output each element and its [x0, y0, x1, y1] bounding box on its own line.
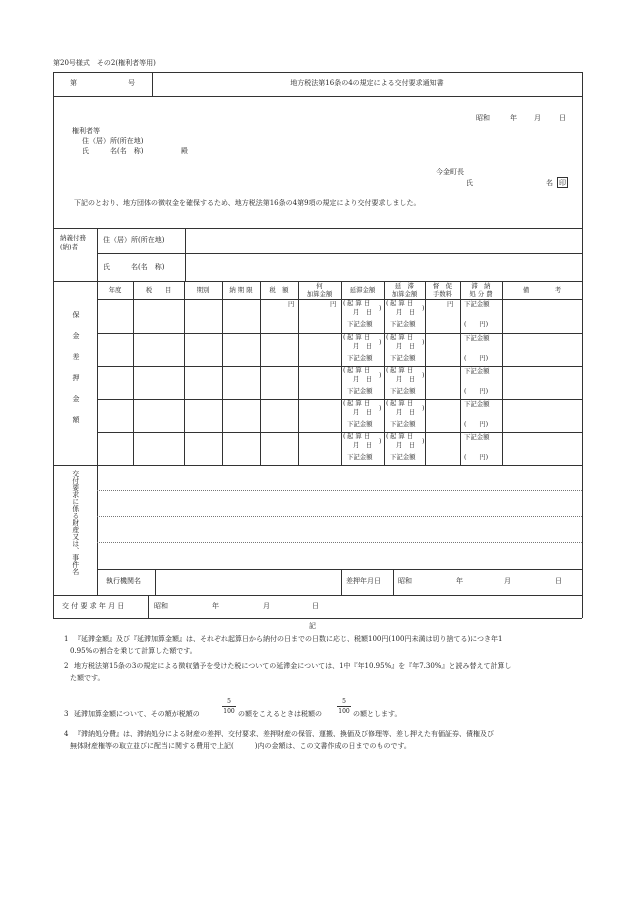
kakin-label: 下記金額: [390, 320, 416, 328]
property-divider: [97, 465, 98, 595]
kisan-label: 起 算 日: [390, 299, 414, 307]
kakin-label: 下記金額: [390, 387, 416, 395]
fraction-2-denominator: 100: [338, 708, 350, 715]
bracket-right: ): [422, 338, 425, 346]
request-era: 昭和: [154, 602, 168, 610]
property-row-3: [97, 542, 582, 543]
request-month: 月: [263, 602, 270, 610]
kakin-label: 下記金額: [347, 420, 373, 428]
frame-top: [53, 72, 582, 73]
note-1-num: 1: [64, 635, 69, 643]
addressee-title: 権利者等: [72, 127, 100, 135]
column-header: 税 目: [145, 286, 172, 294]
note-3-mid: の額をこえるときは税額の: [238, 710, 322, 718]
bracket-right: ): [379, 338, 382, 346]
yen-paren: ( 円): [464, 420, 489, 428]
note-1-line1: 『延滞金額』及び『延滞加算金額』は、それぞれ起算日から納付の日までの日数に応じ、税額100円(100円未満は切り捨てる)につき年1: [74, 635, 503, 643]
column-line: [97, 281, 98, 465]
form-title: 地方税法第16条の4の規定による交付要求通知書: [290, 79, 444, 87]
yen-unit: 円: [447, 300, 454, 308]
intro-text: 下記のとおり、地方団体の徴収金を確保するため、地方税法第16条の4第9項の規定により交付要求しました。: [74, 199, 421, 207]
bracket-left: (: [386, 399, 389, 407]
kisan-month-day: 月 日: [396, 441, 416, 449]
kakin-label: 下記金額: [464, 334, 490, 342]
seizure-day: 日: [555, 577, 562, 585]
fraction-1-numerator: 5: [227, 698, 231, 705]
seal-mark: 印: [559, 179, 566, 187]
column-line: [341, 281, 342, 465]
yen-unit: 円: [288, 300, 295, 308]
amount-side-label: 保 金 差 押 金 額: [72, 311, 87, 424]
kisan-month-day: 月 日: [396, 408, 416, 416]
bracket-right: ): [422, 404, 425, 412]
table-row-line: [97, 399, 582, 400]
kakin-label: 下記金額: [347, 453, 373, 461]
kakin-label: 下記金額: [347, 320, 373, 328]
column-header: 督 促 手数料: [432, 282, 453, 298]
kisan-month-day: 月 日: [396, 342, 416, 350]
issuer-name-label: 氏: [466, 179, 473, 187]
request-year: 年: [212, 602, 219, 610]
note-4-line2: 無体財産権等の取立並びに配当に関する費用で上記( )内の金額は、この文書作成の日までのものです。: [70, 742, 411, 750]
bracket-right: ): [422, 304, 425, 312]
property-row-2: [97, 516, 582, 517]
no-label: 第: [70, 79, 77, 87]
agency-top-line: [97, 569, 582, 570]
note-4-num: 4: [64, 730, 69, 738]
note-3-num: 3: [64, 710, 69, 718]
bracket-left: (: [386, 366, 389, 374]
table-row-line: [97, 366, 582, 367]
kakin-label: 下記金額: [464, 400, 490, 408]
note-2-num: 2: [64, 662, 69, 670]
request-top-line: [53, 595, 582, 596]
table-row-line: [97, 432, 582, 433]
bracket-left: (: [386, 299, 389, 307]
kisan-month-day: 月 日: [353, 408, 373, 416]
taxpayer-address-label: 住（居）所(所在地): [103, 236, 165, 244]
bracket-left: (: [343, 432, 346, 440]
yen-paren: ( 円): [464, 453, 489, 461]
taxpayer-name-label: 氏 名(名 称): [103, 263, 165, 271]
date-year: 年: [510, 114, 517, 122]
bracket-right: ): [379, 304, 382, 312]
kisan-label: 起 算 日: [390, 366, 414, 374]
taxpayer-top-line: [53, 228, 582, 229]
request-day: 日: [312, 602, 319, 610]
taxpayer-mid-line: [97, 253, 582, 254]
kisan-month-day: 月 日: [353, 375, 373, 383]
kisan-month-day: 月 日: [353, 342, 373, 350]
column-header: 納 期 限: [229, 286, 253, 294]
bracket-left: (: [386, 432, 389, 440]
kisan-month-day: 月 日: [353, 441, 373, 449]
kakin-label: 下記金額: [390, 420, 416, 428]
kakin-label: 下記金額: [390, 453, 416, 461]
header-bottom-line: [53, 96, 582, 97]
fraction-2-numerator: 5: [342, 698, 346, 705]
column-header: 延 滞 加算金額: [391, 282, 418, 298]
kisan-label: 起 算 日: [347, 333, 371, 341]
form-id: 第20号様式 その2(権利者等用): [53, 59, 156, 67]
property-top-line: [53, 465, 582, 466]
bracket-left: (: [386, 333, 389, 341]
addressee-address: 住（居）所(所在地): [82, 137, 144, 145]
column-header: 年度: [108, 286, 122, 294]
property-row-1: [97, 490, 582, 491]
addressee-name: 氏 名(名 称): [82, 147, 144, 155]
column-line: [184, 281, 185, 465]
bracket-left: (: [343, 333, 346, 341]
yen-paren: ( 円): [464, 387, 489, 395]
note-3-post: の額とします。: [353, 710, 402, 718]
seizure-divider-2: [393, 569, 394, 595]
note-4-line1: 『滞納処分費』は、滞納処分による財産の差押、交付要求、差押財産の保管、運搬、換価及び修理等、差し押えた有価証券、債権及び: [74, 730, 494, 738]
table-row-line: [97, 333, 582, 334]
yen-unit: 円: [330, 300, 337, 308]
frame-left: [53, 72, 54, 618]
note-1-line2: 0.95%の割合を乗じて計算した額です。: [70, 647, 197, 655]
seizure-year: 年: [456, 577, 463, 585]
kakin-label: 下記金額: [464, 300, 490, 308]
bracket-right: ): [379, 371, 382, 379]
kisan-label: 起 算 日: [347, 399, 371, 407]
column-header: 何 加算金額: [306, 282, 333, 298]
column-line: [260, 281, 261, 465]
frame-right: [582, 72, 583, 618]
kakin-label: 下記金額: [347, 387, 373, 395]
issuer-office: 今金町長: [436, 168, 464, 176]
kisan-month-day: 月 日: [353, 308, 373, 316]
kisan-month-day: 月 日: [396, 308, 416, 316]
yen-paren: ( 円): [464, 320, 489, 328]
bracket-left: (: [343, 299, 346, 307]
column-header: 滞 納 処 分 費: [469, 282, 493, 298]
kakin-label: 下記金額: [464, 367, 490, 375]
request-divider: [148, 595, 149, 618]
table-header-line: [97, 299, 582, 300]
kisan-label: 起 算 日: [347, 366, 371, 374]
property-side-label: 交付要求に係る財産又は、事件名: [70, 470, 79, 575]
column-header: 備 考: [522, 286, 562, 294]
bracket-left: (: [343, 366, 346, 374]
column-line: [502, 281, 503, 465]
column-header: 延滞金額: [349, 286, 376, 294]
fraction-1-denominator: 100: [223, 708, 235, 715]
kisan-label: 起 算 日: [347, 432, 371, 440]
column-line: [425, 281, 426, 465]
note-3-fraction-2: [337, 698, 351, 715]
seizure-era: 昭和: [398, 577, 412, 585]
column-line: [384, 281, 385, 465]
kisan-month-day: 月 日: [396, 375, 416, 383]
column-line: [133, 281, 134, 465]
taxpayer-divider-2: [185, 228, 186, 281]
addressee-honorific: 殿: [181, 147, 188, 155]
column-header: 期別: [196, 286, 210, 294]
issuer-mei-label: 名: [546, 179, 553, 187]
bracket-right: ): [422, 437, 425, 445]
note-3-fraction-1: [222, 698, 236, 715]
date-day: 日: [559, 114, 566, 122]
kisan-label: 起 算 日: [347, 299, 371, 307]
note-2-line2: た額です。: [70, 674, 105, 682]
kisan-label: 起 算 日: [390, 333, 414, 341]
request-date-label: 交 付 要 求 年 月 日: [62, 602, 125, 610]
column-line: [460, 281, 461, 465]
agency-label: 執行機関名: [106, 577, 141, 585]
bracket-left: (: [343, 399, 346, 407]
bracket-right: ): [379, 437, 382, 445]
agency-divider: [155, 569, 156, 595]
kisan-label: 起 算 日: [390, 432, 414, 440]
kisan-label: 起 算 日: [390, 399, 414, 407]
yen-paren: ( 円): [464, 354, 489, 362]
bracket-right: ): [379, 404, 382, 412]
column-line: [298, 281, 299, 465]
kakin-label: 下記金額: [390, 354, 416, 362]
note-3-pre: 延滞加算金額について、その額が税額の: [74, 710, 200, 718]
frame-bottom: [53, 618, 582, 619]
seizure-date-label: 差押年月日: [346, 577, 381, 585]
kakin-label: 下記金額: [347, 354, 373, 362]
date-month: 月: [534, 114, 541, 122]
bracket-right: ): [422, 371, 425, 379]
taxpayer-side-label: 納義付務(納)者: [60, 234, 86, 251]
column-line: [222, 281, 223, 465]
kakin-label: 下記金額: [464, 433, 490, 441]
seizure-month: 月: [504, 577, 511, 585]
seizure-divider-1: [341, 569, 342, 595]
note-2-line1: 地方税法第15条の3の規定による徴収猶予を受けた税についての延滞金については、1中『年10.95%』を『年7.30%』と読み替えて計算し: [74, 662, 512, 670]
go-label: 号: [128, 79, 135, 87]
taxpayer-divider: [97, 228, 98, 281]
date-era: 昭和: [476, 114, 490, 122]
column-header: 税 額: [269, 286, 289, 294]
notes-title: 記: [309, 622, 316, 630]
